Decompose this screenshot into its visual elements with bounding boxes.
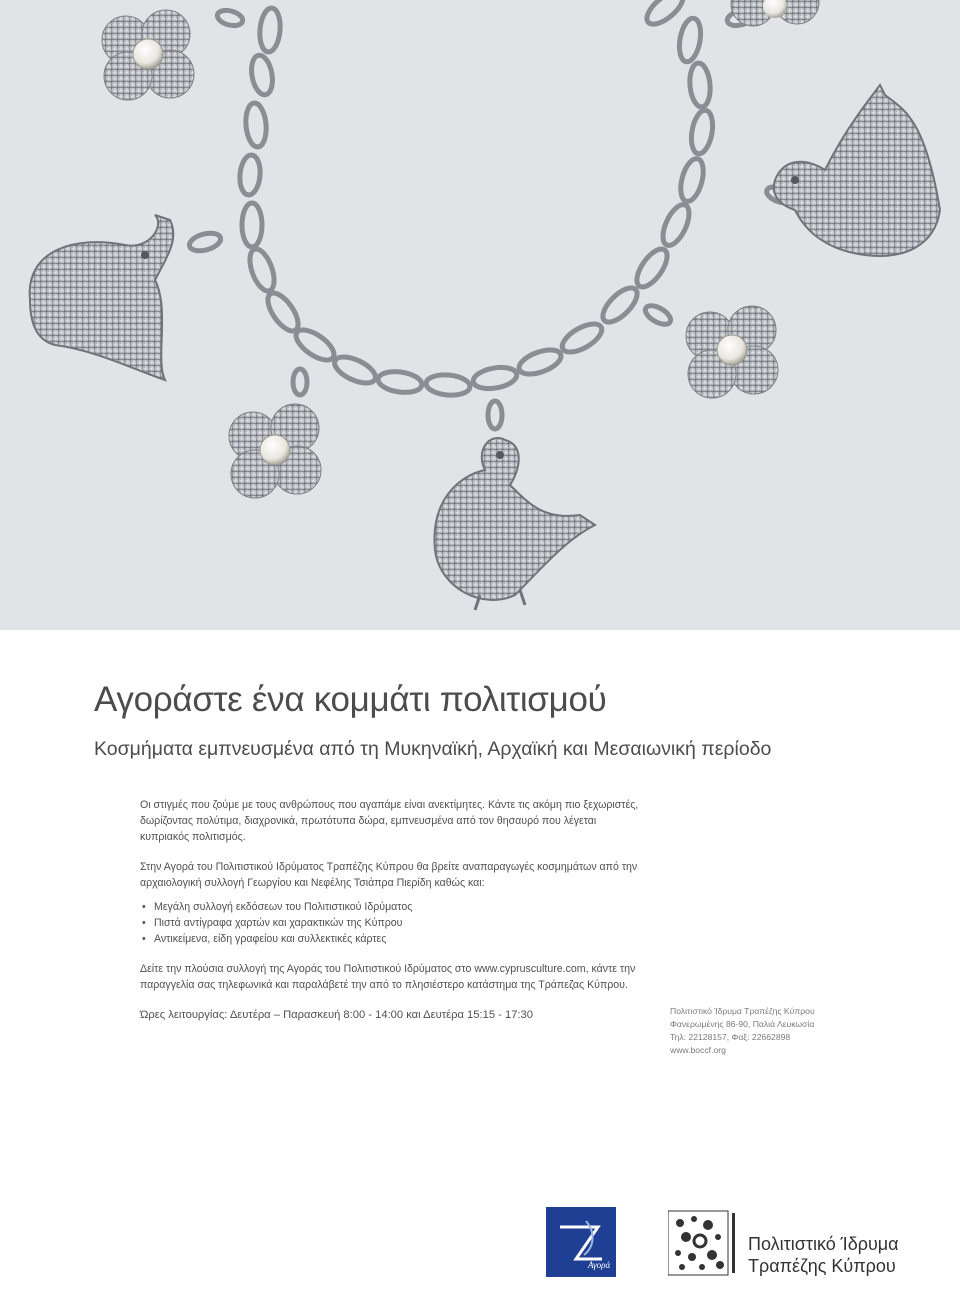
foundation-logo-text xyxy=(748,1233,899,1277)
foundation-name-line2: Τραπέζης Κύπρου xyxy=(748,1256,896,1276)
contact-phone-fax: Τηλ: 22128157, Φαξ: 22662898 xyxy=(670,1032,791,1042)
contact-address: Φανερωμένης 86-90, Παλιά Λευκωσία xyxy=(670,1019,815,1029)
headline: Αγοράστε ένα κομμάτι πολιτισμού xyxy=(94,680,607,719)
foundation-emblem-icon xyxy=(668,1203,740,1281)
foundation-name-line1: Πολιτιστικό Ίδρυμα xyxy=(748,1234,899,1254)
offering-item: • Αντικείμενα, είδη γραφείου και συλλεκτικές κάρτες xyxy=(140,931,640,947)
contact-website: www.boccf.org xyxy=(670,1045,726,1055)
subheadline: Κοσμήματα εμπνευσμένα από τη Μυκηναϊκή, Αρχαϊκή και Μεσαιωνική περίοδο xyxy=(94,738,772,760)
contact-org: Πολιτιστικό Ίδρυμα Τραπέζης Κύπρου xyxy=(670,1006,815,1016)
shop-intro-paragraph: Στην Αγορά του Πολιτιστικού Ιδρύματος Τραπέζης Κύπρου θα βρείτε αναπαραγωγές κοσμημάτων από την αρχαιολογική συλλογή Γεωργίου και Νεφέλης Τσιάπρα Πιερίδη καθώς και: xyxy=(140,861,638,889)
online-paragraph: Δείτε την πλούσια συλλογή της Αγοράς του Πολιτιστικού Ιδρύματος στο www.cyprusculture.com, κάντε την παραγγελία σας τηλεφωνικά και παραλάβετέ την από το πλησιέστερο κατάστημα της Τράπεζας Κύπρου. xyxy=(140,963,636,991)
intro-paragraph: Οι στιγμές που ζούμε με τους ανθρώπους που αγαπάμε είναι ανεκτίμητες. Κάντε τις ακόμη πιο ξεχωριστές, δωρίζοντας πολύτιμα, διαχρονικά, πρωτότυπα δώρα, εμπνευσμένα από τον θησαυρό που λέγεται κυπριακός πολιτισμός. xyxy=(140,799,639,843)
offerings-list xyxy=(140,899,640,947)
contact-block xyxy=(670,1005,870,1057)
body-copy xyxy=(140,797,640,1037)
bracelet-illustration xyxy=(0,0,960,630)
agora-logo-text: Αγορά xyxy=(588,1260,611,1270)
agora-logo xyxy=(546,1207,616,1277)
offering-item: • Μεγάλη συλλογή εκδόσεων του Πολιτιστικού Ιδρύματος xyxy=(140,899,640,915)
hero-photo-bracelet xyxy=(0,0,960,630)
offering-item: • Πιστά αντίγραφα χαρτών και χαρακτικών της Κύπρου xyxy=(140,915,640,931)
opening-hours: Ώρες λειτουργίας: Δευτέρα – Παρασκευή 8:00 - 14:00 και Δευτέρα 15:15 - 17:30 xyxy=(140,1009,533,1021)
